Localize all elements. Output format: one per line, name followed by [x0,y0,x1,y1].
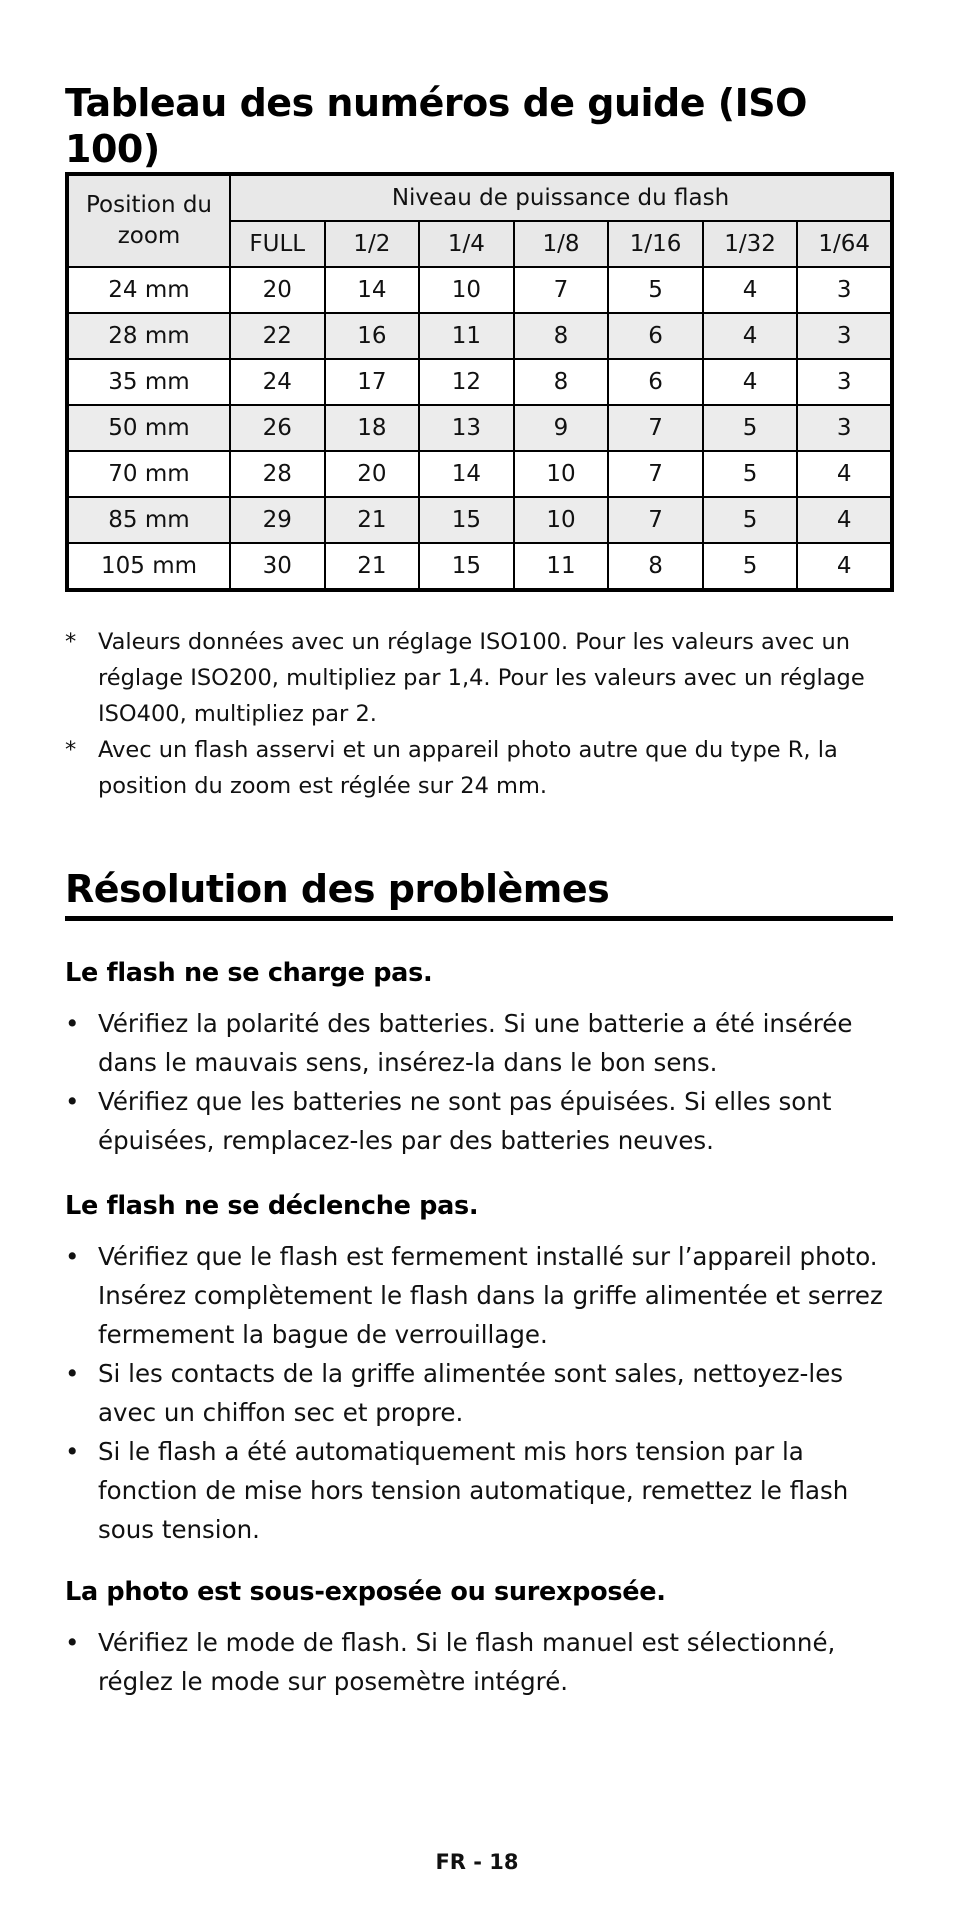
note-text: Avec un flash asservi et un appareil photo autre que du type R, la position du zoom est réglée sur 24 mm. [98,737,838,799]
guide-number-cell: 20 [230,267,325,313]
list-item-text: Vérifiez le mode de flash. Si le flash manuel est sélectionné, réglez le mode sur posemètre intégré. [98,1628,836,1696]
guide-number-cell: 4 [703,359,798,405]
guide-number-cell: 11 [514,543,609,590]
zoom-cell: 24 mm [67,267,230,313]
guide-number-cell: 3 [797,405,892,451]
level-header-cell: 1/2 [325,221,420,267]
guide-number-cell: 9 [514,405,609,451]
guide-number-cell: 4 [797,497,892,543]
table-note [65,624,895,732]
guide-number-cell: 6 [608,313,703,359]
guide-number-cell: 28 [230,451,325,497]
guide-number-cell: 3 [797,313,892,359]
zoom-cell: 105 mm [67,543,230,590]
guide-number-cell: 26 [230,405,325,451]
list-item-text: Vérifiez la polarité des batteries. Si une batterie a été insérée dans le mauvais sens, insérez-la dans le bon sens. [98,1009,853,1077]
bullet-icon: • [65,1628,80,1657]
guide-number-cell: 4 [703,267,798,313]
list-item-text: Si les contacts de la griffe alimentée sont sales, nettoyez-les avec un chiffon sec et propre. [98,1359,844,1427]
page-number: FR - 18 [435,1850,519,1874]
list-item [65,1432,900,1549]
guide-number-cell: 15 [419,497,514,543]
guide-number-cell: 10 [514,451,609,497]
table-body [67,267,892,590]
guide-number-cell: 4 [703,313,798,359]
guide-number-cell: 22 [230,313,325,359]
list-item [65,1004,900,1082]
troubleshooting-title: Résolution des problèmes [65,866,893,921]
list-item [65,1237,900,1354]
guide-number-cell: 5 [703,405,798,451]
bullet-icon: • [65,1359,80,1388]
header-zoom-position: Position du zoom [67,174,230,267]
table-row [67,359,892,405]
level-header-cell: 1/16 [608,221,703,267]
guide-number-cell: 18 [325,405,420,451]
issue-heading-no-fire: Le flash ne se déclenche pas. [65,1191,479,1221]
guide-number-cell: 21 [325,497,420,543]
guide-number-cell: 24 [230,359,325,405]
guide-number-cell: 7 [608,497,703,543]
bullet-icon: • [65,1437,80,1466]
guide-number-cell: 3 [797,359,892,405]
guide-number-cell: 8 [514,359,609,405]
guide-number-cell: 13 [419,405,514,451]
level-header-cell: FULL [230,221,325,267]
zoom-cell: 35 mm [67,359,230,405]
guide-number-cell: 21 [325,543,420,590]
bullet-icon: • [65,1087,80,1116]
bullet-icon: • [65,1242,80,1271]
guide-number-cell: 16 [325,313,420,359]
level-header-cell: 1/32 [703,221,798,267]
guide-number-cell: 4 [797,451,892,497]
table-row [67,405,892,451]
zoom-cell: 85 mm [67,497,230,543]
guide-number-cell: 17 [325,359,420,405]
table-notes [65,624,895,804]
guide-number-cell: 14 [325,267,420,313]
note-text: Valeurs données avec un réglage ISO100. Pour les valeurs avec un réglage ISO200, multipliez par 1,4. Pour les valeurs avec un réglage ISO400, multipliez par 2. [98,629,865,727]
list-item-text: Vérifiez que le flash est fermement installé sur l’appareil photo. Insérez complètement le flash dans la griffe alimentée et serrez fermement la bague de verrouillage. [98,1242,883,1349]
guide-number-cell: 6 [608,359,703,405]
guide-number-cell: 12 [419,359,514,405]
guide-number-cell: 3 [797,267,892,313]
bullet-icon: • [65,1009,80,1038]
guide-number-cell: 10 [514,497,609,543]
list-item [65,1082,900,1160]
issue-heading-exposure: La photo est sous-exposée ou surexposée. [65,1577,666,1607]
guide-number-cell: 10 [419,267,514,313]
guide-number-cell: 15 [419,543,514,590]
asterisk-mark: * [65,737,77,763]
table-row [67,497,892,543]
guide-number-cell: 8 [608,543,703,590]
guide-number-cell: 7 [608,451,703,497]
issue-list-no-fire [65,1237,900,1549]
guide-number-table [65,172,894,592]
level-header-cell: 1/64 [797,221,892,267]
table-row [67,543,892,590]
issue-list-exposure [65,1623,900,1701]
issue-heading-no-charge: Le flash ne se charge pas. [65,958,433,988]
guide-table-title: Tableau des numéros de guide (ISO 100) [65,80,893,181]
level-header-cell: 1/4 [419,221,514,267]
header-power-level: Niveau de puissance du flash [230,174,892,221]
list-item [65,1354,900,1432]
guide-number-cell: 30 [230,543,325,590]
guide-number-cell: 5 [703,497,798,543]
list-item [65,1623,900,1701]
list-item-text: Vérifiez que les batteries ne sont pas épuisées. Si elles sont épuisées, remplacez-les par des batteries neuves. [98,1087,832,1155]
table-row [67,451,892,497]
asterisk-mark: * [65,629,77,655]
guide-number-cell: 29 [230,497,325,543]
table-note [65,732,895,804]
guide-number-cell: 4 [797,543,892,590]
guide-number-cell: 11 [419,313,514,359]
guide-number-cell: 14 [419,451,514,497]
guide-number-cell: 7 [608,405,703,451]
table-row [67,313,892,359]
guide-number-cell: 5 [703,451,798,497]
level-header-cell: 1/8 [514,221,609,267]
guide-number-cell: 20 [325,451,420,497]
guide-number-cell: 7 [514,267,609,313]
zoom-cell: 28 mm [67,313,230,359]
guide-number-cell: 5 [703,543,798,590]
zoom-cell: 70 mm [67,451,230,497]
guide-number-cell: 5 [608,267,703,313]
table-row [67,267,892,313]
list-item-text: Si le flash a été automatiquement mis hors tension par la fonction de mise hors tension automatique, remettez le flash sous tension. [98,1437,849,1544]
issue-list-no-charge [65,1004,900,1160]
zoom-cell: 50 mm [67,405,230,451]
guide-number-cell: 8 [514,313,609,359]
